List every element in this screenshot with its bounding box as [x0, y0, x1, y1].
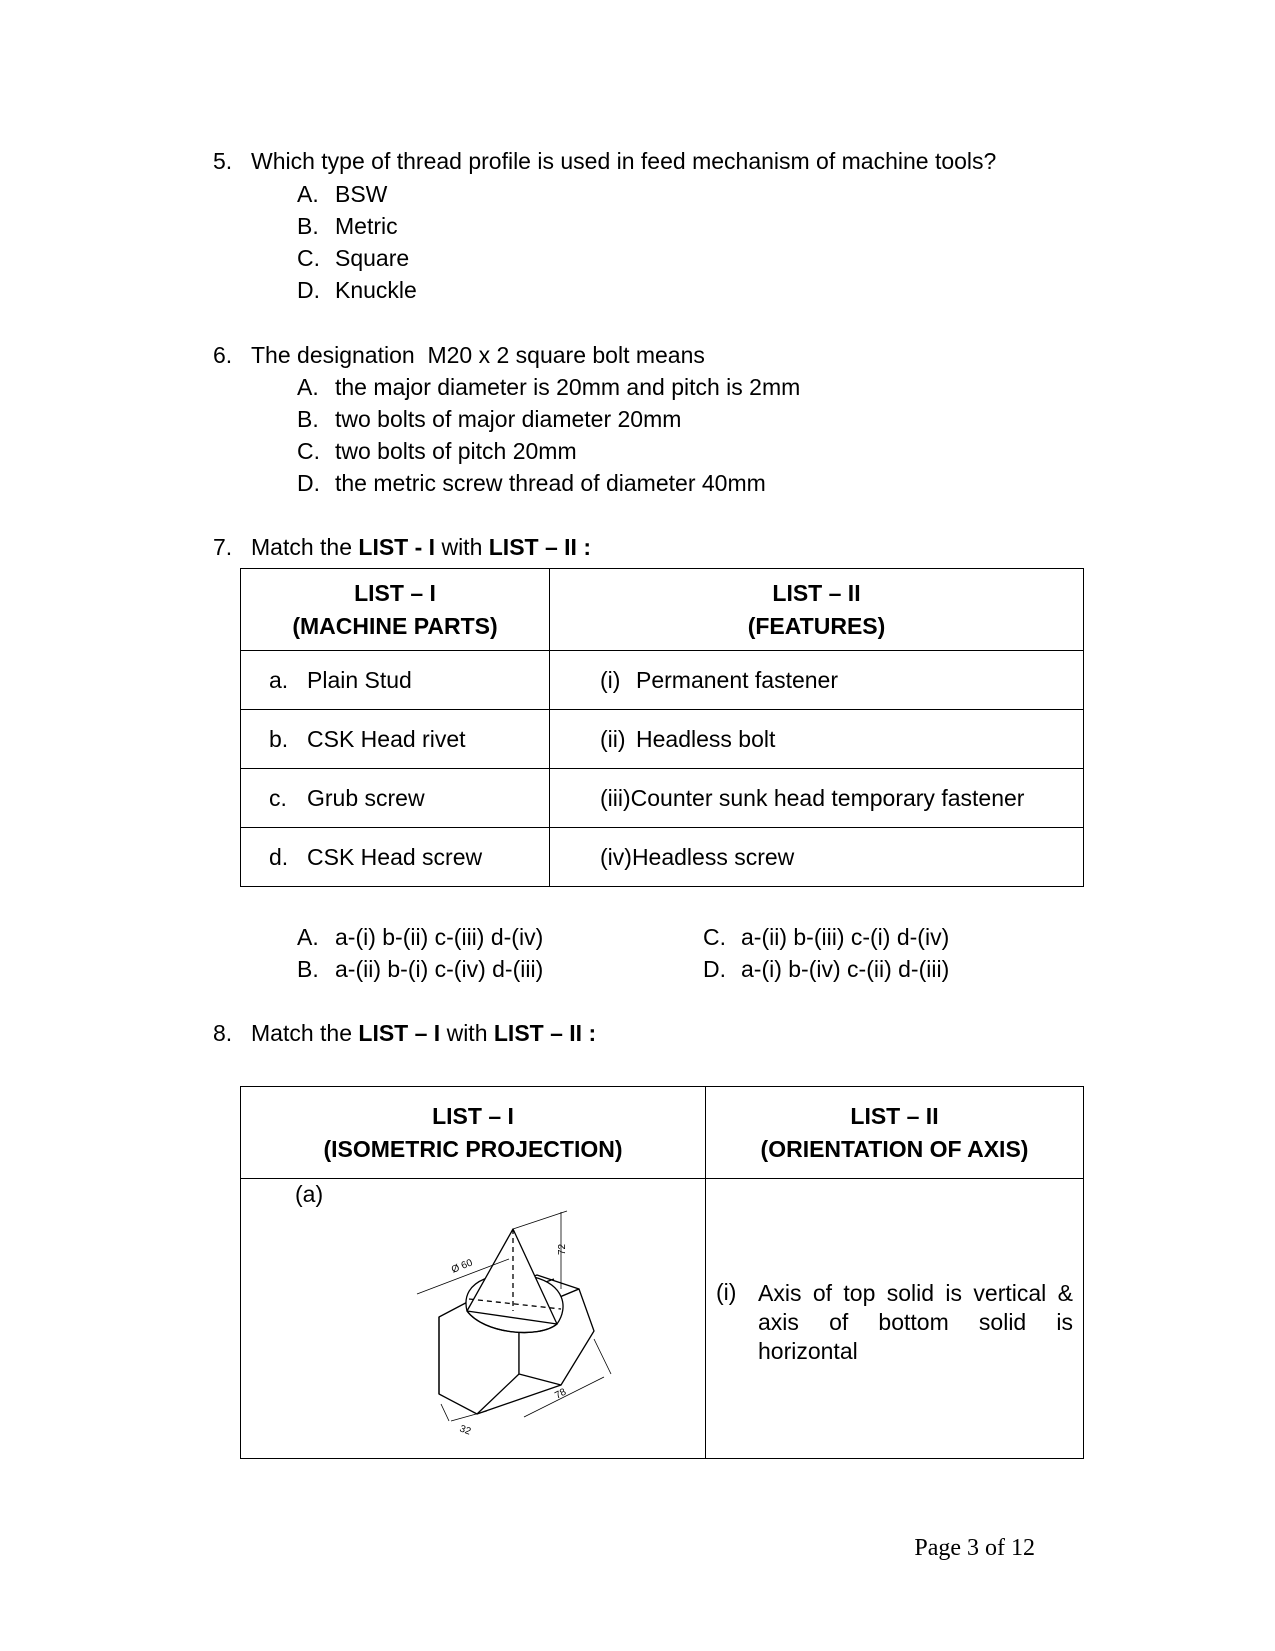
dim-length: 78	[553, 1386, 569, 1402]
page-footer: Page 3 of 12	[914, 1535, 1035, 1561]
q7-option-a: A. a-(i) b-(ii) c-(iii) d-(iv)	[297, 924, 544, 950]
table-header-list2: LIST – II (FEATURES)	[550, 569, 1084, 651]
q7-option-c: C. a-(ii) b-(iii) c-(i) d-(iv)	[703, 924, 950, 950]
q7-option-b: B. a-(ii) b-(i) c-(iv) d-(iii)	[297, 956, 544, 982]
table-row: d. CSK Head screw (iv)Headless screw	[241, 828, 1084, 887]
dim-width: 32	[457, 1423, 473, 1438]
dim-diameter: Ø 60	[450, 1257, 475, 1276]
match-table-q8	[240, 1086, 1084, 1459]
q6-option-b: B. two bolts of major diameter 20mm	[297, 406, 682, 432]
q5-option-c: C. Square	[297, 245, 410, 271]
question-5	[213, 148, 996, 175]
q5-option-b: B. Metric	[297, 213, 398, 239]
q6-option-c: C. two bolts of pitch 20mm	[297, 438, 577, 464]
dim-height: 72	[557, 1243, 568, 1255]
q6-option-a: A. the major diameter is 20mm and pitch is 2mm	[297, 374, 801, 400]
q5-option-a: A. BSW	[297, 181, 388, 207]
table-header-list1: LIST – I (MACHINE PARTS)	[241, 569, 550, 651]
question-number: 8.	[213, 1020, 233, 1046]
question-8: 8. Match the LIST – I with LIST – II :	[213, 1020, 597, 1046]
projection-cell	[241, 1179, 706, 1459]
orientation-cell	[706, 1179, 1084, 1459]
isometric-drawing	[389, 1199, 689, 1459]
match-table-q7	[240, 568, 1084, 887]
question-number: 7.	[213, 534, 233, 560]
row-tag: (a)	[295, 1181, 324, 1207]
q6-option-d: D. the metric screw thread of diameter 40mm	[297, 470, 766, 496]
question-number: 5.	[213, 148, 233, 174]
table-row	[241, 1179, 1084, 1459]
table-row: b. CSK Head rivet (ii) Headless bolt	[241, 710, 1084, 769]
table-row: a. Plain Stud (i) Permanent fastener	[241, 651, 1084, 710]
table-row: c. Grub screw (iii)Counter sunk head temporary fastener	[241, 769, 1084, 828]
q5-option-d: D. Knuckle	[297, 277, 417, 303]
question-7: 7. Match the LIST - I with LIST – II :	[213, 534, 591, 560]
question-text: Which type of thread profile is used in feed mechanism of machine tools?	[251, 148, 997, 174]
question-6	[213, 342, 705, 369]
table-header-list1: LIST – I (ISOMETRIC PROJECTION)	[241, 1087, 706, 1179]
table-header-list2: LIST – II (ORIENTATION OF AXIS)	[706, 1087, 1084, 1179]
q7-option-d: D. a-(i) b-(iv) c-(ii) d-(iii)	[703, 956, 950, 982]
question-number: 6.	[213, 342, 233, 368]
feature-tag: (i)	[716, 1279, 737, 1305]
question-text: The designation M20 x 2 square bolt means	[251, 342, 705, 368]
feature-text: Axis of top solid is vertical & axis of bottom solid is horizontal	[758, 1280, 1073, 1364]
